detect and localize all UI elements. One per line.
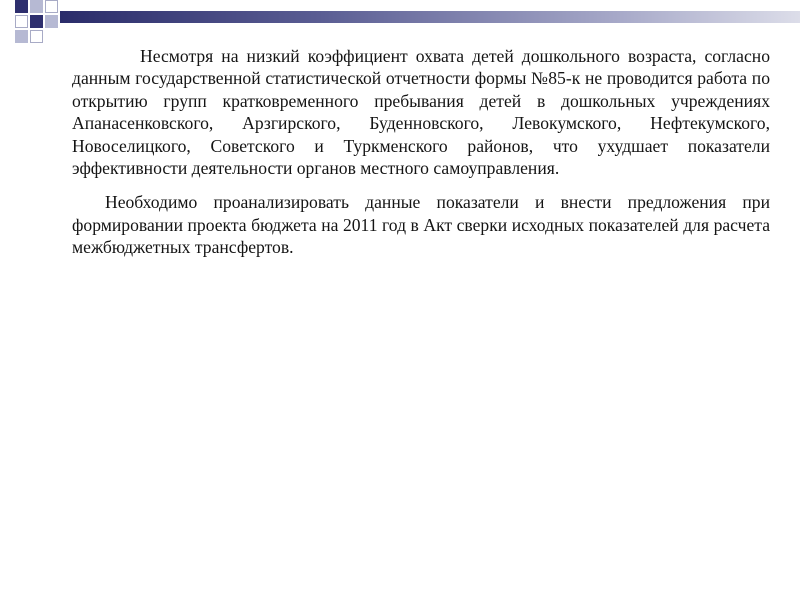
decor-square-dark-1 bbox=[15, 0, 28, 13]
header-gradient-bar bbox=[60, 11, 800, 23]
decor-square-light-1 bbox=[30, 0, 43, 13]
decor-square-outline-2 bbox=[15, 15, 28, 28]
decor-square-light-3 bbox=[15, 30, 28, 43]
decor-square-outline-1 bbox=[45, 0, 58, 13]
slide-body bbox=[72, 45, 770, 259]
decor-square-light-2 bbox=[45, 15, 58, 28]
paragraph-2: Необходимо проанализировать данные показатели и внести предложения при формировании проекта бюджета на 2011 год в Акт сверки исходных показателей для расчета межбюджетных трансфертов. bbox=[72, 192, 770, 258]
paragraph-1: Несмотря на низкий коэффициент охвата детей дошкольного возраста, согласно данным государственной статистической отчетности формы №85-к не проводится работа по открытию групп кратковременного пребывания детей в дошкольных учреждениях Апанасенковского, Арзгирского, Буденновского, Левокумского, Нефтекумского, Новоселицкого, Советского и Туркменского районов, что ухудшает показатели эффективности деятельности органов местного самоуправления. bbox=[72, 46, 770, 179]
decor-square-outline-3 bbox=[30, 30, 43, 43]
decor-square-dark-2 bbox=[30, 15, 43, 28]
